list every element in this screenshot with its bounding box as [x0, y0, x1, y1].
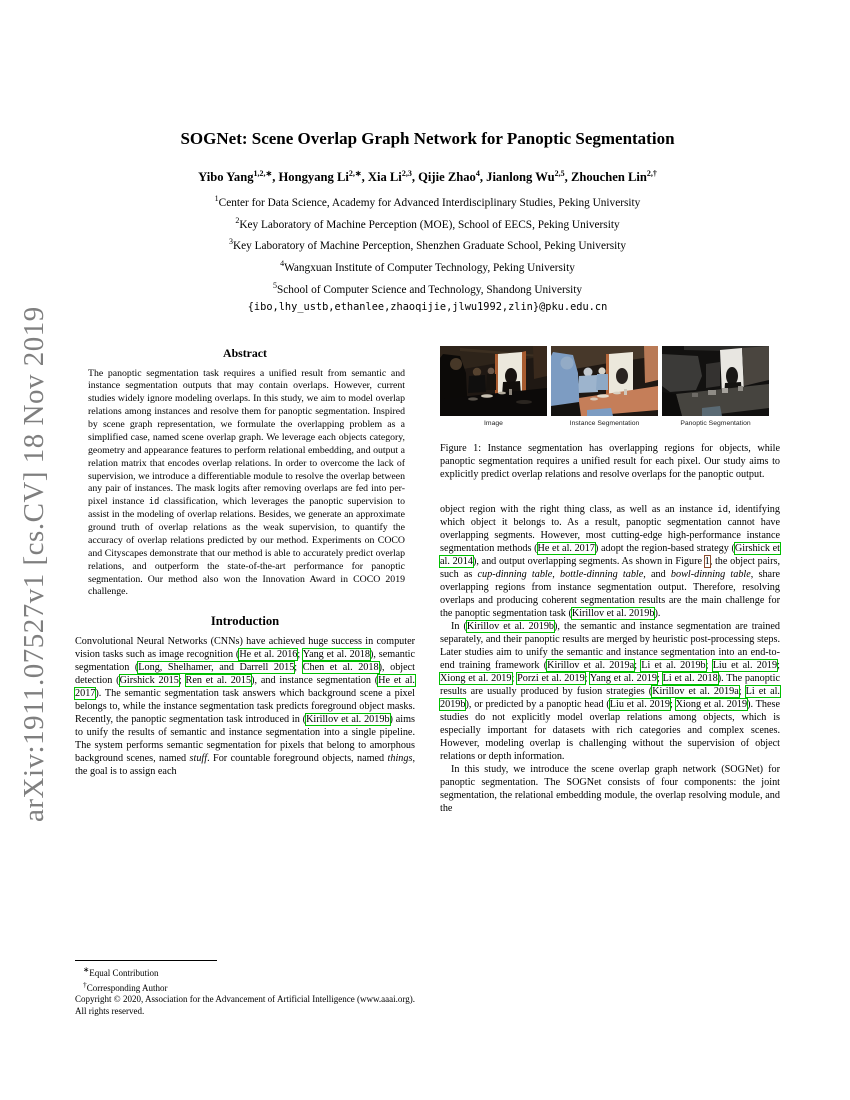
superscript: 1,2,∗	[253, 168, 273, 178]
citation-link[interactable]: Li et al. 2019b	[440, 686, 780, 711]
citation-link[interactable]: Ren et al. 2015	[185, 675, 252, 687]
text-span: , the object pairs, such as	[440, 556, 781, 581]
abstract-body	[75, 368, 415, 600]
paper-content	[75, 0, 780, 1018]
citation-link[interactable]: Liu et al. 2019	[712, 660, 778, 672]
text-span: Key Laboratory of Machine Perception (MOE), School of EECS, Peking University	[239, 218, 620, 231]
affiliation-line	[75, 255, 780, 277]
two-column-body	[75, 346, 780, 1018]
instance-segmentation-image	[551, 346, 658, 416]
text-span: ), or predicted by a panoptic head (	[465, 699, 610, 711]
text-span: , Qijie Zhao	[411, 169, 476, 184]
text-span: ;	[705, 660, 713, 672]
right-column	[440, 346, 780, 1018]
text-span: ;	[584, 673, 590, 685]
text-span: ;	[294, 662, 303, 674]
text-span: The panoptic segmentation task requires a unified result from semantic and instance segmentation outputs that may contain overlaps. However, current studies widely ignore modeling overlaps. In this study, we aim to model overlap relations among instances and resolve them for panoptic segmentation. Inspired by scene graph representation, we formulate the overlapping problem as a simplified case, named scene overlap graph. We leverage each objects category, geometry and appearance features to perform relational embedding, and output a relation matrix that encodes overlap relations. In order to overcome the lack of supervision, we introduce a differentiable module to resolve the overlap between any pair of instances. The mask logits after removing overlaps are fed into per-pixel instance	[88, 367, 405, 508]
citation-link[interactable]: Yang et al. 2019	[589, 673, 657, 685]
body-paragraph	[440, 763, 780, 815]
text-span: School of Computer Science and Technology, Shandong University	[276, 283, 583, 296]
text-span: , Xia Li	[361, 169, 402, 184]
citation-link[interactable]: He et al. 2017	[75, 675, 415, 700]
text-span: , and	[643, 569, 671, 581]
panel-caption-image: Image	[484, 419, 503, 427]
citation-link[interactable]: Girshick et al. 2014	[440, 543, 780, 568]
figure1-panel-captions	[440, 420, 780, 427]
figure1-panels	[440, 346, 780, 416]
text-span: ), and output overlapping segments. As shown in Figure	[472, 556, 705, 568]
footnote-equal-contribution	[75, 965, 415, 980]
affiliation-line	[75, 277, 780, 299]
arxiv-watermark: arXiv:1911.07527v1 [cs.CV] 18 Nov 2019	[18, 306, 50, 822]
superscript: 3	[228, 237, 233, 247]
citation-link[interactable]: Xiong et al. 2019	[440, 673, 512, 685]
text-span: ), and instance segmentation (	[251, 675, 379, 687]
text-span: classification, which leverages the panoptic supervision to assist in the modeling of overlap relations. Besides, we generate an approximate ground truth of overlap relations as the weak supervision, to quantify the accuracy of overlap relations predicted by our method. Experiments on COCO and Cityscapes demonstrate that our method is able to accurately predict overlap relations, and outperform the state-of-the-art performance for panoptic segmentation. Our method also won the Innovation Award in COCO 2019 challenge.	[88, 496, 405, 598]
superscript: 5	[272, 280, 277, 290]
text-span: In this study, we introduce the scene overlap graph network (SOGNet) for panoptic segmentation. The SOGNet consists of four components: the joint segmentation, the relational embedding module, the overlap resolving module, and the	[440, 764, 780, 815]
text-span: ), semantic segmentation (	[75, 649, 416, 674]
paper-title: SOGNet: Scene Overlap Graph Network for Panoptic Segmentation	[180, 129, 675, 148]
text-span: ). These studies do not explicitly model overlap relations among objects, which is especially important for datasets with rich categories and complex scenes. However, modeling overlap is challenging without the supervision of object relations or depth information.	[440, 699, 780, 763]
text-span: , Zhouchen Lin	[564, 169, 647, 184]
superscript: ∗	[83, 964, 90, 974]
abstract-heading: Abstract	[223, 345, 267, 360]
citation-link[interactable]: Girshick 2015	[119, 675, 179, 687]
text-span: Wangxuan Institute of Computer Technology, Peking University	[284, 261, 575, 274]
introduction-paragraph	[75, 635, 415, 778]
text-span: In (	[451, 621, 467, 633]
superscript: 2,3	[401, 168, 412, 178]
footnote-copyright: Copyright © 2020, Association for the Advancement of Artificial Intelligence (www.aaai.org). All rights reserved.	[75, 994, 415, 1016]
superscript: 2,∗	[348, 168, 362, 178]
left-column	[75, 346, 415, 1018]
text-span: object region with the right thing class, as well as an instance	[440, 503, 718, 515]
footnote-block	[75, 960, 415, 1018]
citation-link[interactable]: Kirillov et al. 2019b	[571, 608, 655, 620]
affiliations	[75, 190, 780, 299]
superscript: 4	[475, 168, 480, 178]
superscript: 2	[235, 215, 240, 225]
panoptic-segmentation-image	[662, 346, 769, 416]
right-column-body	[440, 503, 780, 815]
italic-text: stuff	[189, 753, 208, 765]
text-span: Convolutional Neural Networks (CNNs) have achieved huge success in computer vision tasks such as image recognition (	[75, 636, 415, 661]
figure-ref-link[interactable]: 1	[704, 556, 710, 568]
citation-link[interactable]: He et al. 2017	[537, 543, 595, 555]
text-span: ) adopt the region-based strategy (	[594, 543, 735, 555]
footnote-corresponding-author	[75, 980, 415, 995]
superscript: 2,†	[646, 168, 657, 178]
text-span: , the goal is to assign each	[75, 753, 416, 778]
scene-photo-image	[440, 346, 547, 416]
text-span: Equal Contribution	[89, 967, 159, 978]
citation-link[interactable]: Yang et al. 2018	[302, 649, 370, 661]
text-span: Center for Data Science, Academy for Advanced Interdisciplinary Studies, Peking University	[218, 196, 641, 209]
italic-text: bottle-dinning table	[560, 569, 644, 581]
footnote-rule	[75, 960, 217, 961]
text-span: , share overlapping regions from instance segmentation output. Therefore, resolving overlaps and producing coherent segmentation results are the main challenge for the panoptic segmentation task (	[440, 569, 780, 620]
italic-text: bowl-dinning table	[670, 569, 751, 581]
text-span: ;	[777, 660, 780, 672]
text-span: ), the semantic and instance segmentation are trained separately, and their panoptic results are merged by heuristic post-processing steps. Later studies aim to unify the semantic and instance segmentation into an end-to-end training framework (	[440, 621, 780, 672]
citation-link[interactable]: Long, Shelhamer, and Darrell 2015	[138, 662, 295, 674]
citation-link[interactable]: Porzi et al. 2019	[517, 673, 585, 685]
text-span: ). The panoptic results are usually produced by fusion strategies (	[440, 673, 780, 698]
citation-link[interactable]: Kirillov et al. 2019a	[547, 660, 635, 672]
text-span: , Hongyang Li	[272, 169, 349, 184]
citation-link[interactable]: Kirillov et al. 2019b	[306, 714, 390, 726]
text-span: Yibo Yang	[198, 169, 254, 184]
text-span: ), object detection (	[75, 662, 416, 687]
superscript: 4	[280, 259, 285, 269]
code-text: id	[148, 497, 160, 508]
citation-link[interactable]: Li et al. 2019b	[641, 660, 706, 672]
body-paragraph	[440, 620, 780, 763]
text-span: , Jianlong Wu	[479, 169, 555, 184]
citation-link[interactable]: Xiong et al. 2019	[675, 699, 748, 711]
email-line: {ibo,lhy_ustb,ethanlee,zhaoqijie,jlwu1992,zlin}@pku.edu.cn	[247, 300, 608, 313]
code-text: id	[717, 504, 729, 515]
text-span: , identifying which object it belongs to. As a result, panoptic segmentation cannot have overlapping segments. However, most cutting-edge high-performance instance segmentation methods (	[440, 503, 780, 555]
citation-link[interactable]: He et al. 2016	[239, 649, 298, 661]
text-span: ,	[552, 569, 561, 581]
superscript: 1	[214, 193, 219, 203]
affiliation-line	[75, 212, 780, 234]
affiliation-line	[75, 190, 780, 212]
text-span: ;	[738, 686, 746, 698]
citation-link[interactable]: Kirillov et al. 2019a	[652, 686, 739, 698]
text-span: . For countable foreground objects, named	[207, 753, 388, 765]
text-span: Corresponding Author	[86, 982, 168, 993]
superscript: 2,5	[554, 168, 565, 178]
text-span: Key Laboratory of Machine Perception, Shenzhen Graduate School, Peking University	[232, 240, 627, 253]
affiliation-line	[75, 233, 780, 255]
text-span: ;	[178, 675, 186, 687]
text-span: ;	[657, 673, 663, 685]
citation-link[interactable]: Chen et al. 2018	[302, 662, 379, 674]
panel-caption-instance: Instance Segmentation	[569, 419, 640, 427]
text-span: ) aims to unify the results of semantic and instance segmentation into a single pipeline. The system performs semantic segmentation for pixels that belong to amorphous background scenes, named	[75, 714, 416, 765]
superscript: †	[83, 979, 87, 989]
text-span: ;	[634, 660, 642, 672]
italic-text: things	[387, 753, 413, 765]
text-span: ;	[669, 699, 676, 711]
text-span: ;	[297, 649, 303, 661]
citation-link[interactable]: Li et al. 2018	[662, 673, 718, 685]
text-span: ). The semantic segmentation task answers which background scene a pixel belongs to, while the instance segmentation task predicts foreground object masks. Recently, the panoptic segmentation task introduced in (	[75, 688, 415, 726]
author-line	[75, 169, 780, 185]
figure1-caption: Figure 1: Instance segmentation has overlapping regions for objects, while panoptic segmentation requires a unified result for each pixel. Our study aims to explicitly predict overlap relations and resolve overlaps for the panoptic output.	[440, 442, 780, 481]
italic-text: cup-dinning table	[477, 569, 553, 581]
panel-caption-panoptic: Panoptic Segmentation	[680, 419, 751, 427]
body-paragraph	[440, 503, 780, 620]
citation-link[interactable]: Kirillov et al. 2019b	[466, 621, 555, 633]
citation-link[interactable]: Liu et al. 2019	[609, 699, 670, 711]
section-heading-introduction: Introduction	[210, 614, 280, 629]
text-span: ;	[511, 673, 518, 685]
text-span: ).	[654, 608, 661, 620]
